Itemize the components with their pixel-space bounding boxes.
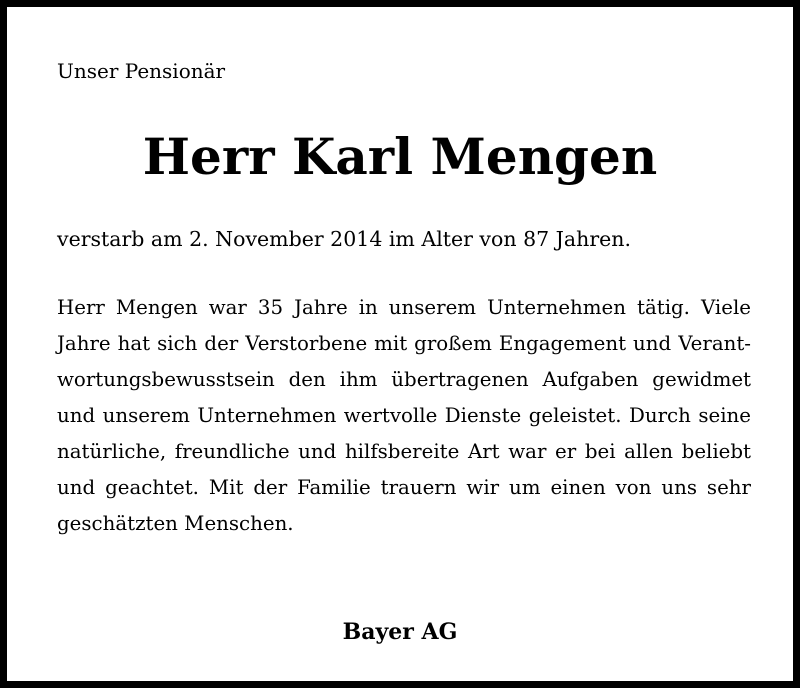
tribute-paragraph <box>57 290 751 542</box>
intro-line: Unser Pensionär <box>57 59 226 83</box>
deceased-name: Herr Karl Mengen <box>142 127 658 186</box>
tribute-line-6: und geachtet. Mit der Familie trauern wir um einen von uns sehr <box>57 476 751 499</box>
tribute-line-3: wortungsbewusstsein den ihm übertragenen Aufgaben gewidmet <box>57 368 751 391</box>
tribute-line-2: Jahre hat sich der Verstorbene mit großem Engagement und Verant- <box>57 332 751 355</box>
death-date-line: verstarb am 2. November 2014 im Alter von 87 Jahren. <box>57 227 631 251</box>
signature-company: Bayer AG <box>342 619 458 645</box>
tribute-line-1: Herr Mengen war 35 Jahre in unserem Unternehmen tätig. Viele <box>57 296 751 319</box>
tribute-line-4: und unserem Unternehmen wertvolle Dienste geleistet. Durch seine <box>57 404 751 427</box>
tribute-line-5: natürliche, freundliche und hilfsbereite Art war er bei allen beliebt <box>57 440 751 463</box>
tribute-line-7: geschätzten Menschen. <box>57 512 294 535</box>
